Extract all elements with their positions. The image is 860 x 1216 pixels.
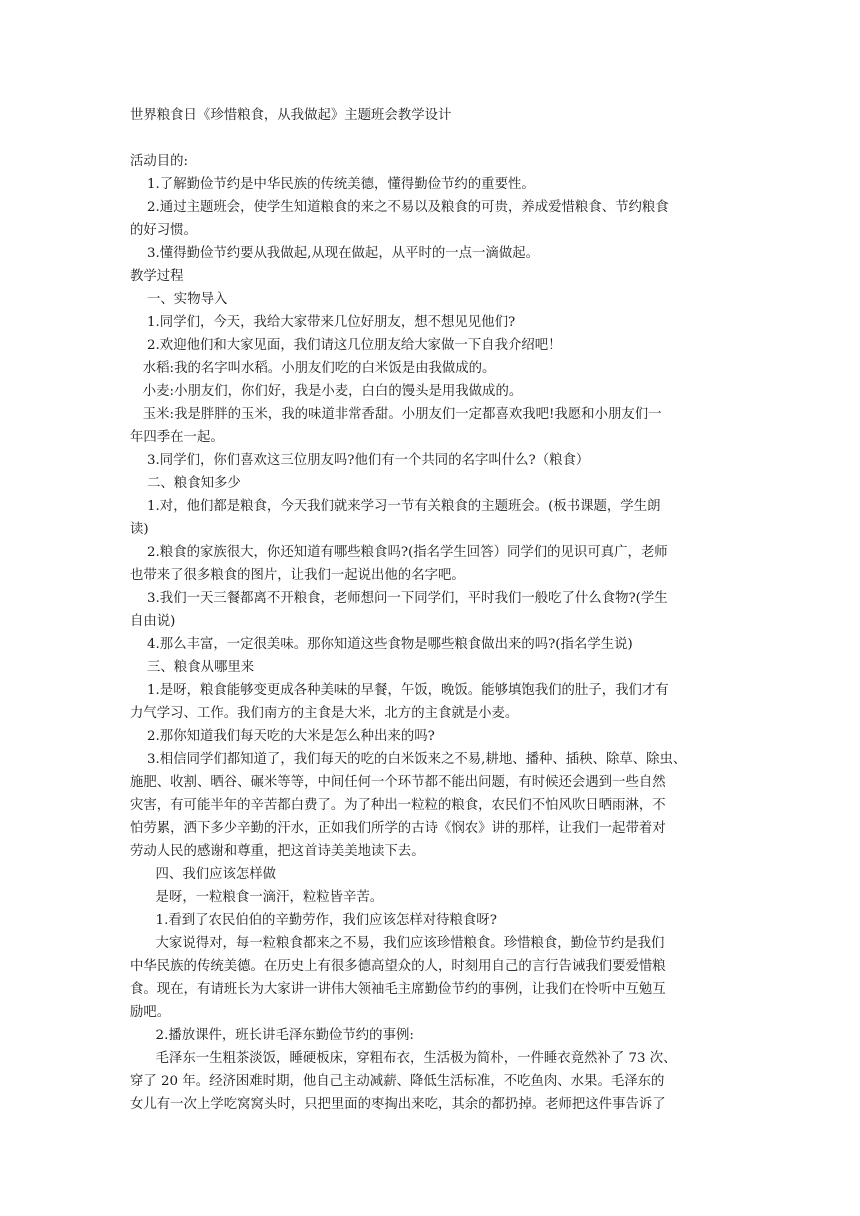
text-line: 施肥、收割、晒谷、碾米等等，中间任何一个环节都不能出问题，有时候还会遇到一些自然 bbox=[130, 775, 666, 790]
text-line: 2.播放课件，班长讲毛泽东勤俭节约的事例: bbox=[130, 1028, 414, 1043]
text-line: 年四季在一起。 bbox=[130, 430, 224, 445]
text-line: 二、粮食知多少 bbox=[130, 476, 241, 491]
text-line: 3.我们一天三餐都离不开粮食，老师想问一下同学们，平时我们一般吃了什么食物?(学生 bbox=[130, 591, 668, 606]
text-line: 的好习惯。 bbox=[130, 223, 197, 238]
text-line: 2.通过主题班会，使学生知道粮食的来之不易以及粮食的可贵，养成爱惜粮食、节约粮食 bbox=[130, 200, 669, 215]
text-line: 一、实物导入 bbox=[130, 292, 228, 307]
text-line: 3.相信同学们都知道了，我们每天的吃的白米饭来之不易,耕地、播种、插秧、除草、除虫、 bbox=[130, 752, 687, 767]
text-line: 毛泽东一生粗茶淡饭，睡硬板床，穿粗布衣，生活极为简朴，一件睡衣竟然补了 73 次、 bbox=[130, 1051, 677, 1066]
text-line: 水稻:我的名字叫水稻。小朋友们吃的白米饭是由我做成的。 bbox=[130, 361, 496, 376]
text-line: 四、我们应该怎样做 bbox=[130, 867, 277, 882]
text-line: 怕劳累，洒下多少辛勤的汗水，正如我们所学的古诗《悯农》讲的那样，让我们一起带着对 bbox=[130, 821, 666, 836]
text-line: 1.看到了农民伯伯的辛勤劳作，我们应该怎样对待粮食呀? bbox=[130, 913, 497, 928]
text-line: 1.对，他们都是粮食，今天我们就来学习一节有关粮食的主题班会。(板书课题，学生朗 bbox=[130, 499, 661, 514]
text-line: 劳动人民的感谢和尊重，把这首诗美美地读下去。 bbox=[130, 844, 425, 859]
text-line: 教学过程 bbox=[130, 269, 184, 284]
document-page bbox=[130, 104, 730, 1116]
text-line: 4.那么丰富，一定很美味。那你知道这些食物是哪些粮食做出来的吗?(指名学生说) bbox=[130, 637, 633, 652]
text-line: 1.了解勤俭节约是中华民族的传统美德，懂得勤俭节约的重要性。 bbox=[130, 177, 535, 192]
text-line: 小麦:小朋友们，你们好，我是小麦，白白的馒头是用我做成的。 bbox=[130, 384, 523, 399]
text-line: 3.懂得勤俭节约要从我做起,从现在做起，从平时的一点一滴做起。 bbox=[130, 246, 539, 261]
text-line: 也带来了很多粮食的图片，让我们一起说出他的名字吧。 bbox=[130, 568, 465, 583]
text-line: 自由说) bbox=[130, 614, 176, 629]
text-line: 三、粮食从哪里来 bbox=[130, 660, 255, 675]
text-line: 中华民族的传统美德。在历史上有很多德高望众的人，时刻用自己的言行告诫我们要爱惜粮 bbox=[130, 959, 666, 974]
text-line: 1.是呀，粮食能够变更成各种美味的早餐，午饭，晚饭。能够填饱我们的肚子，我们才有 bbox=[130, 683, 669, 698]
text-line: 女儿有一次上学吃窝窝头时，只把里面的枣掏出来吃，其余的都扔掉。老师把这件事告诉了 bbox=[130, 1097, 666, 1112]
text-line: 2.欢迎他们和大家见面，我们请这几位朋友给大家做一下自我介绍吧！ bbox=[130, 338, 562, 353]
text-line: 1.同学们，今天，我给大家带来几位好朋友，想不想见见他们? bbox=[130, 315, 516, 330]
text-line: 是呀，一粒粮食一滴汗，粒粒皆辛苦。 bbox=[130, 890, 384, 905]
text-line: 读) bbox=[130, 522, 149, 537]
text-line: 穿了 20 年。经济困难时期，他自己主动减薪、降低生活标准，不吃鱼肉、水果。毛泽东的 bbox=[130, 1074, 665, 1089]
document-title: 世界粮食日《珍惜粮食，从我做起》主题班会教学设计 bbox=[130, 108, 452, 123]
document-body bbox=[130, 150, 730, 1116]
text-line: 大家说得对，每一粒粮食都来之不易，我们应该珍惜粮食。珍惜粮食，勤俭节约是我们 bbox=[130, 936, 665, 951]
text-line: 灾害，有可能半年的辛苦都白费了。为了种出一粒粒的粮食，农民们不怕风吹日晒雨淋，不 bbox=[130, 798, 666, 813]
text-line: 2.粮食的家族很大，你还知道有哪些粮食吗?(指名学生回答）同学们的见识可真广，老师 bbox=[130, 545, 668, 560]
text-line: 3.同学们，你们喜欢这三位朋友吗?他们有一个共同的名字叫什么?（粮食） bbox=[130, 453, 590, 468]
text-line: 力气学习、工作。我们南方的主食是大米，北方的主食就是小麦。 bbox=[130, 706, 519, 721]
text-line: 玉米:我是胖胖的玉米，我的味道非常香甜。小朋友们一定都喜欢我吧!我愿和小朋友们一 bbox=[130, 407, 662, 422]
text-line: 活动目的: bbox=[130, 154, 189, 169]
text-line: 励吧。 bbox=[130, 1005, 171, 1020]
text-line: 食。现在，有请班长为大家讲一讲伟大领袖毛主席勤俭节约的事例，让我们在怜听中互勉互 bbox=[130, 982, 666, 997]
text-line: 2.那你知道我们每天吃的大米是怎么种出来的吗? bbox=[130, 729, 435, 744]
